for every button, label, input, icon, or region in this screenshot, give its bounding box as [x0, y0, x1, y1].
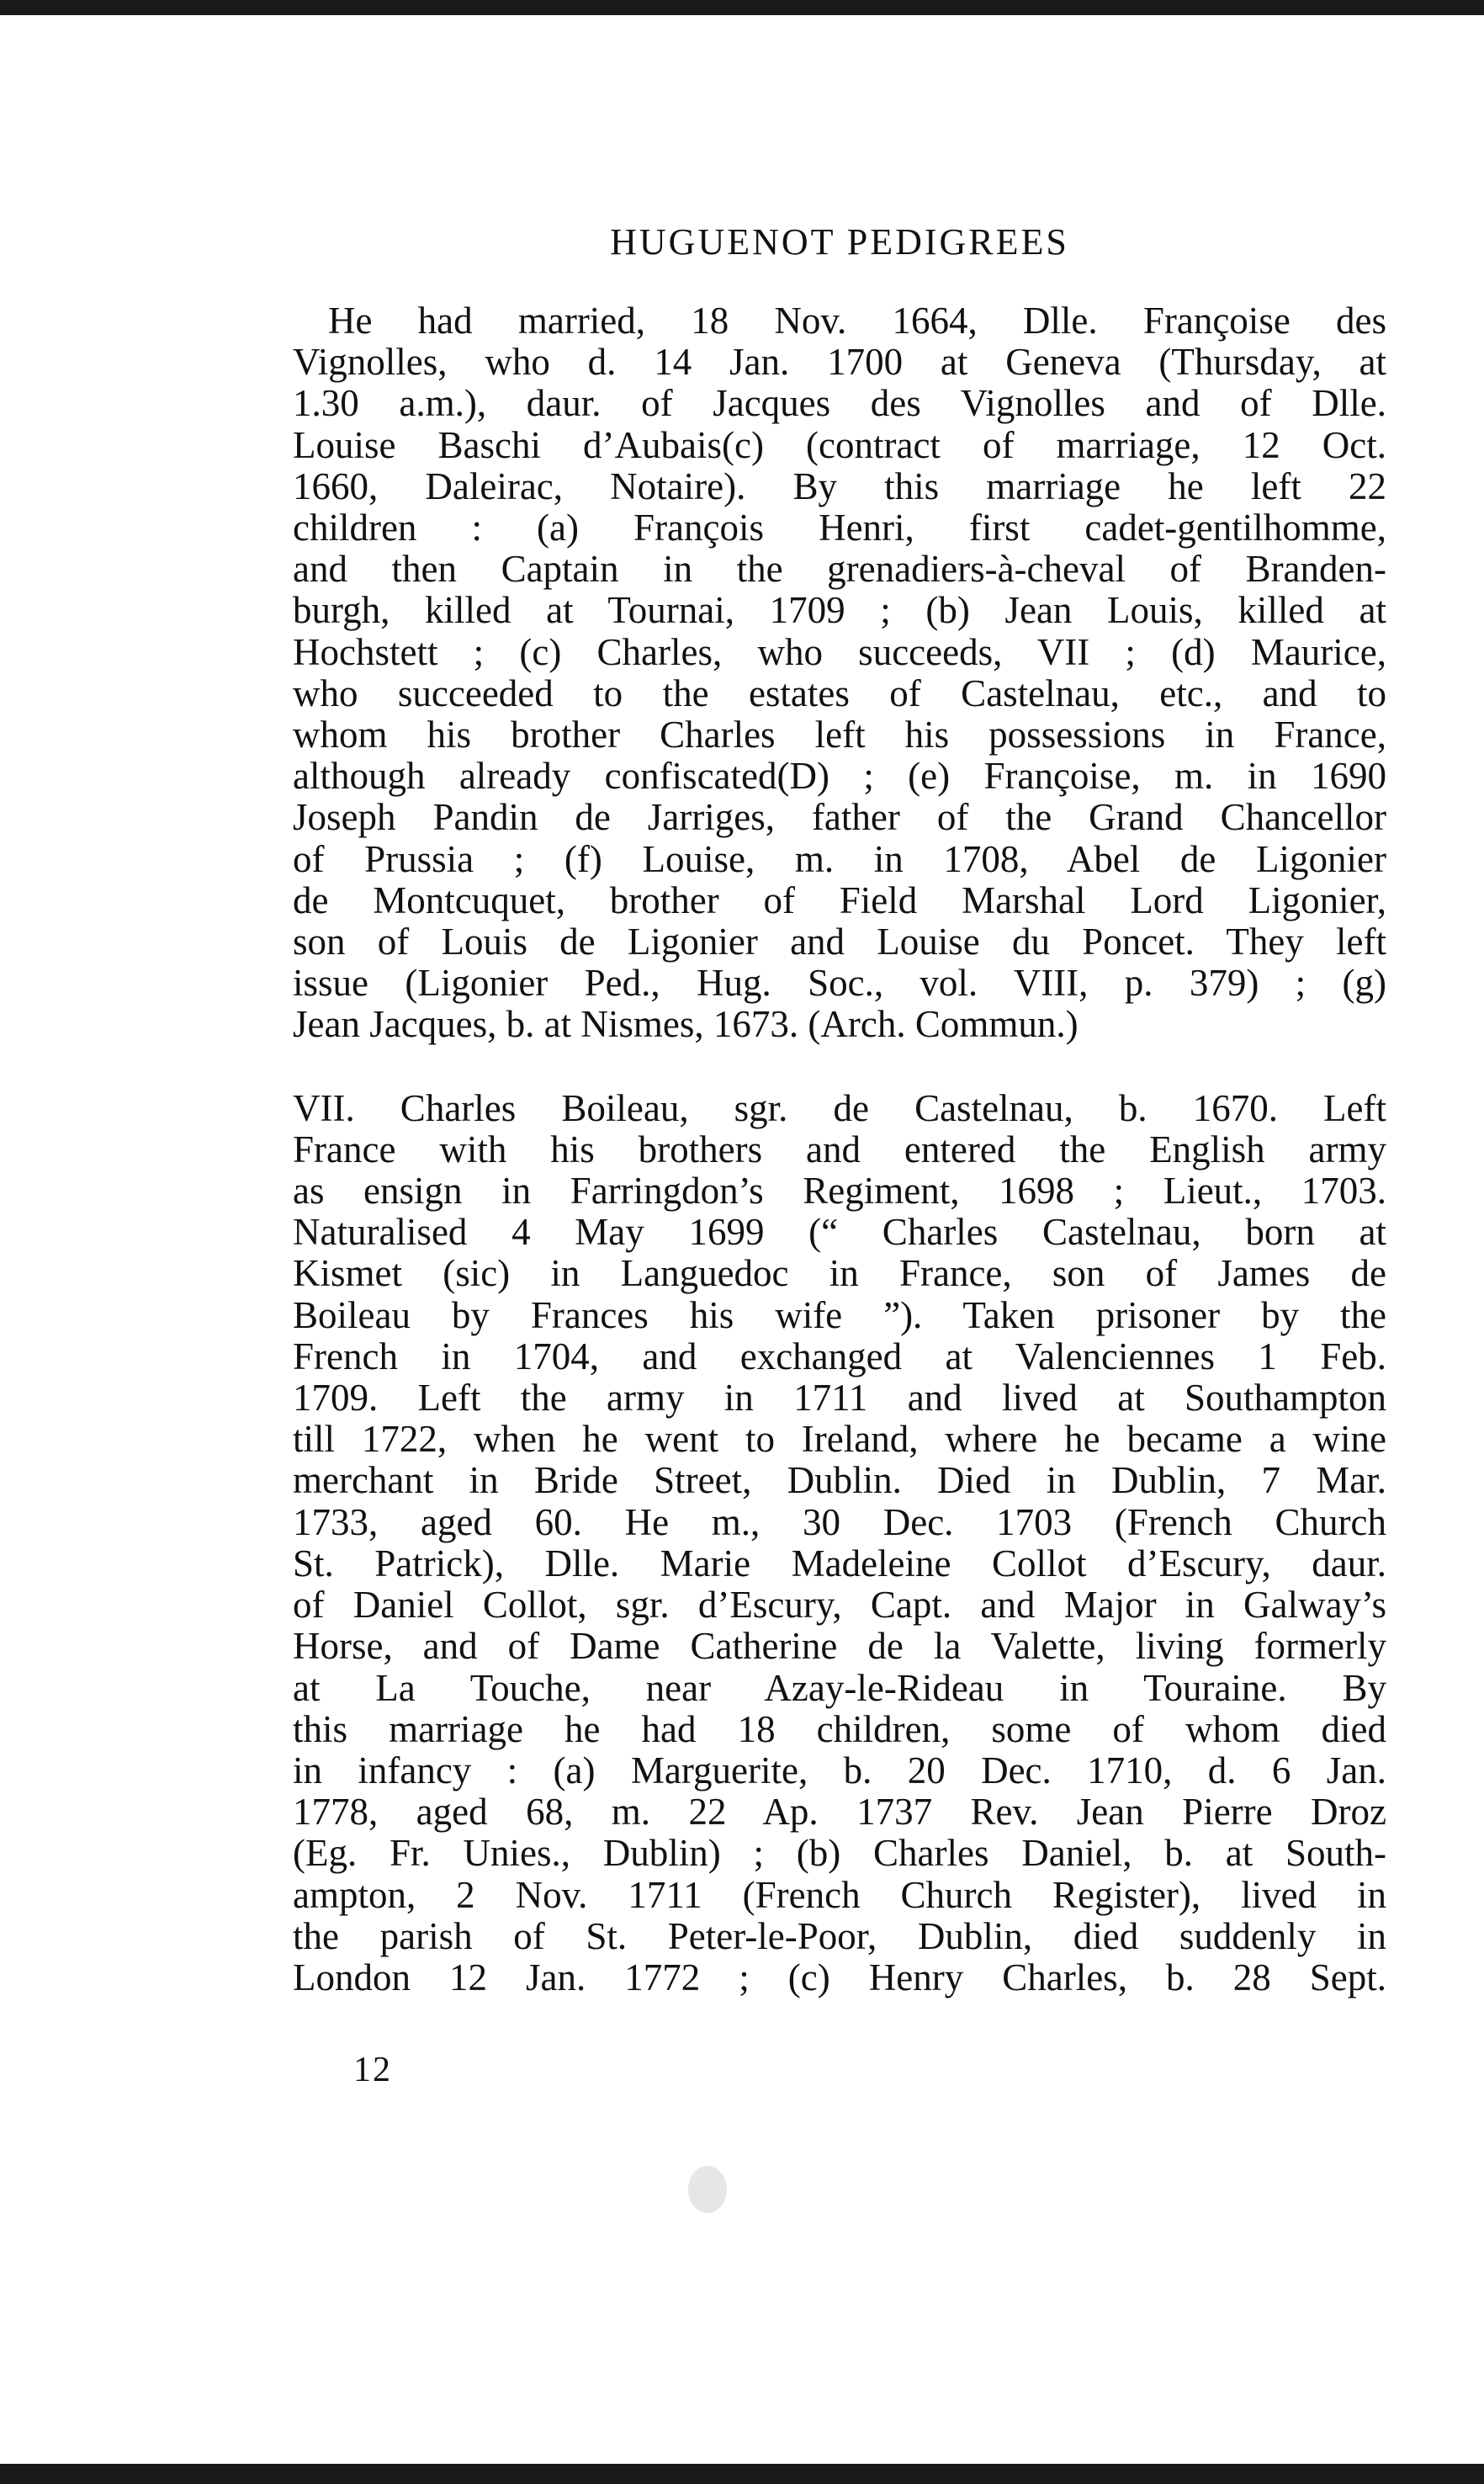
text-line: St. Patrick), Dlle. Marie Madeleine Collot d’Escury, daur.: [293, 1542, 1386, 1584]
scan-top-border: [0, 0, 1484, 15]
text-line: Joseph Pandin de Jarriges, father of the Grand Chancellor: [293, 796, 1386, 839]
paragraph-2: [293, 1088, 1386, 1998]
text-line: at La Touche, near Azay-le-Rideau in Touraine. By: [293, 1666, 1386, 1709]
text-line: Vignolles, who d. 14 Jan. 1700 at Geneva (Thursday, at: [293, 341, 1386, 384]
text-line: 1660, Daleirac, Notaire). By this marriage he left 22: [293, 464, 1386, 507]
text-line: who succeeded to the estates of Castelnau, etc., and to: [293, 671, 1386, 714]
text-line: Kismet (sic) in Languedoc in France, son of James de: [293, 1252, 1386, 1295]
text-line: VII. Charles Boileau, sgr. de Castelnau, b. 1670. Left: [293, 1086, 1386, 1129]
text-line: Jean Jacques, b. at Nismes, 1673. (Arch. Commun.): [293, 1003, 1079, 1046]
paragraph-1: [293, 300, 1386, 1046]
text-line: burgh, killed at Tournai, 1709 ; (b) Jean Louis, killed at: [293, 589, 1386, 632]
text-line: in infancy : (a) Marguerite, b. 20 Dec. 1710, d. 6 Jan.: [293, 1749, 1386, 1791]
text-line: till 1722, when he went to Ireland, where he became a wine: [293, 1418, 1386, 1461]
text-line: London 12 Jan. 1772 ; (c) Henry Charles, b. 28 Sept.: [293, 1956, 1386, 1998]
text-line: France with his brothers and entered the English army: [293, 1128, 1386, 1170]
text-line: He had married, 18 Nov. 1664, Dlle. Françoise des: [328, 300, 1386, 342]
text-line: merchant in Bride Street, Dublin. Died in Dublin, 7 Mar.: [293, 1459, 1386, 1502]
page-number: 12: [353, 2051, 392, 2089]
text-line: 1709. Left the army in 1711 and lived at Southampton: [293, 1377, 1386, 1420]
text-line: 1.30 a.m.), daur. of Jacques des Vignolles and of Dlle.: [293, 382, 1386, 425]
text-line: Hochstett ; (c) Charles, who succeeds, VII ; (d) Maurice,: [293, 630, 1386, 673]
text-line: whom his brother Charles left his possessions in France,: [293, 714, 1386, 756]
text-line: as ensign in Farringdon’s Regiment, 1698 ; Lieut., 1703.: [293, 1170, 1386, 1213]
text-line: and then Captain in the grenadiers-à-cheval of Branden-: [293, 548, 1386, 591]
running-head: HUGUENOT PEDIGREES: [610, 221, 1069, 263]
text-line: of Prussia ; (f) Louise, m. in 1708, Abel de Ligonier: [293, 837, 1386, 880]
text-line: ampton, 2 Nov. 1711 (French Church Register), lived in: [293, 1873, 1386, 1916]
text-line: of Daniel Collot, sgr. d’Escury, Capt. and Major in Galway’s: [293, 1584, 1386, 1627]
text-line: Boileau by Frances his wife ”). Taken prisoner by the: [293, 1293, 1386, 1336]
text-line: Horse, and of Dame Catherine de la Valette, living formerly: [293, 1625, 1386, 1668]
text-line: 1778, aged 68, m. 22 Ap. 1737 Rev. Jean Pierre Droz: [293, 1791, 1386, 1834]
text-line: (Eg. Fr. Unies., Dublin) ; (b) Charles Daniel, b. at South-: [293, 1832, 1386, 1875]
text-line: although already confiscated(D) ; (e) Françoise, m. in 1690: [293, 755, 1386, 798]
text-line: this marriage he had 18 children, some of whom died: [293, 1707, 1386, 1750]
scan-bottom-border: [0, 2464, 1484, 2484]
text-line: Naturalised 4 May 1699 (“ Charles Castelnau, born at: [293, 1211, 1386, 1254]
text-line: French in 1704, and exchanged at Valenciennes 1 Feb.: [293, 1335, 1386, 1377]
text-line: Louise Baschi d’Aubais(c) (contract of marriage, 12 Oct.: [293, 423, 1386, 466]
text-line: de Montcuquet, brother of Field Marshal Lord Ligonier,: [293, 878, 1386, 921]
page-body: [293, 220, 1386, 1998]
text-line: son of Louis de Ligonier and Louise du Poncet. They left: [293, 921, 1386, 963]
scan-smudge: [688, 2166, 727, 2213]
text-line: issue (Ligonier Ped., Hug. Soc., vol. VIII, p. 379) ; (g): [293, 962, 1386, 1005]
text-line: the parish of St. Peter-le-Poor, Dublin, died suddenly in: [293, 1914, 1386, 1957]
text-line: children : (a) François Henri, first cadet-gentilhomme,: [293, 507, 1386, 549]
text-line: 1733, aged 60. He m., 30 Dec. 1703 (French Church: [293, 1500, 1386, 1543]
